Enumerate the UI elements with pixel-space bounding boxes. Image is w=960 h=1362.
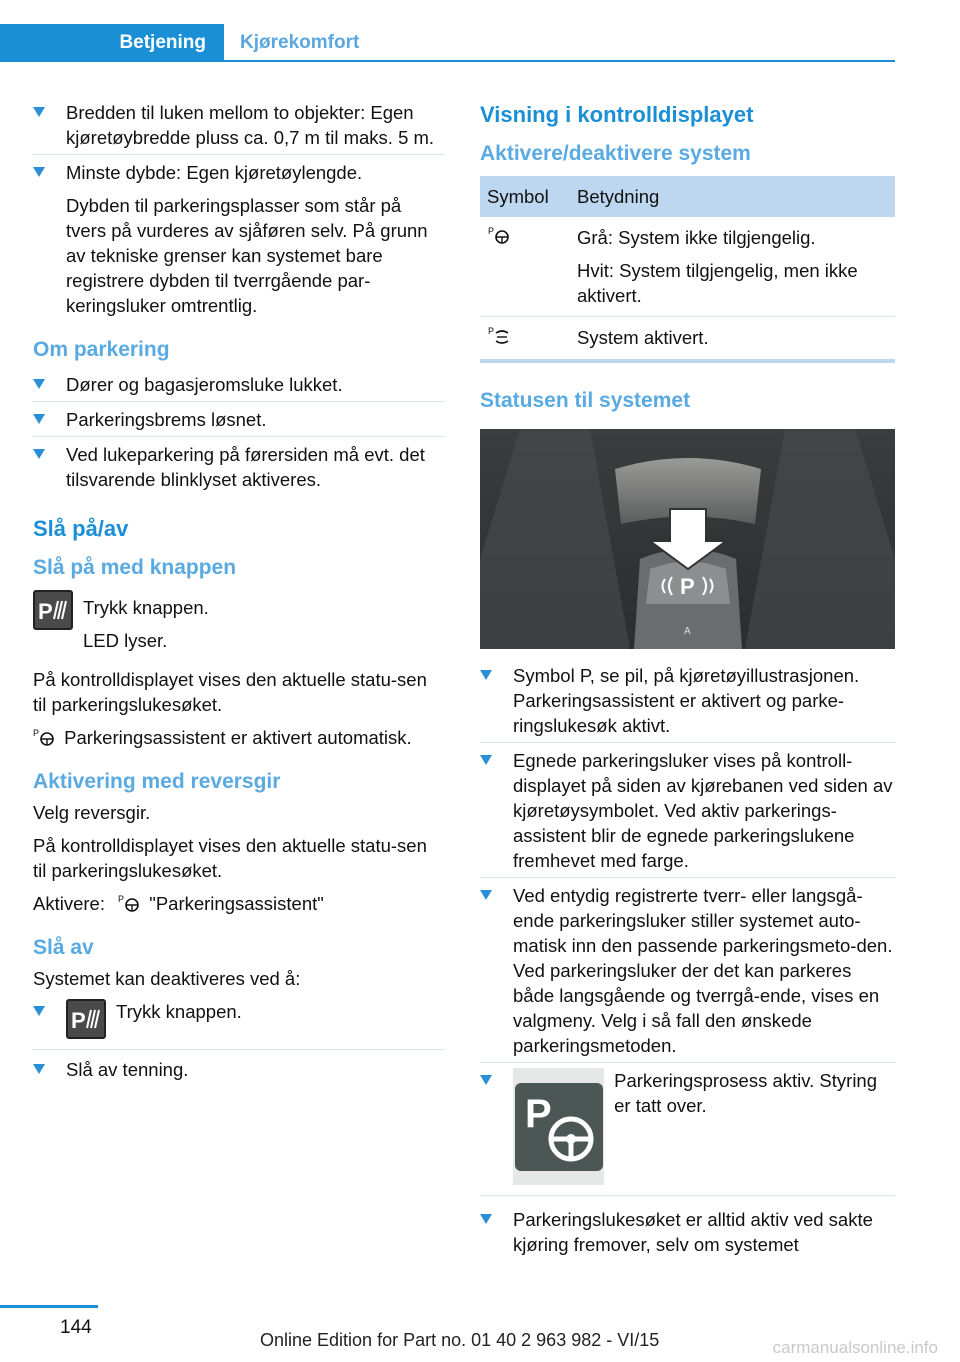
bullet-triangle-icon [33,1006,45,1016]
svg-text:P: P [38,599,53,624]
button-instruction: P Trykk knappen. LED lyser. [33,590,445,653]
bullet-triangle-icon [33,1064,45,1074]
bullet-triangle-icon [33,379,45,389]
list-item: Slå av tenning. [33,1057,445,1082]
tab-kjorekomfort[interactable]: Kjørekomfort [240,32,360,53]
list-item: Bredden til luken mellom to objekter: Egen kjøretøybredde pluss ca. 0,7 m til maks. 5 m. [33,100,445,150]
park-assist-symbol-icon [118,893,140,913]
right-column [480,100,895,1267]
list-item: P Trykk knappen. [33,999,445,1045]
svg-text:P: P [118,894,125,904]
parking-process-icon [513,1068,604,1185]
svg-text:P: P [488,226,495,236]
svg-text:P: P [680,574,695,599]
park-assist-grey-symbol-icon [487,225,511,245]
svg-text:P: P [33,728,40,738]
list-item: Parkeringsbrems løsnet. [33,407,445,432]
footer-divider [0,1305,98,1308]
heading-om-parkering: Om parkering [33,338,170,361]
bullet-triangle-icon [33,414,45,424]
header-bar [0,24,895,62]
table-row: P Grå: System ikke tilgjengelig. Hvit: System tilgjengelig, men ikke aktivert. [480,217,895,317]
list-item: Egnede parkeringsluker vises på kontroll‐displayet på siden av kjørebanen ved siden av kjøretøysymbolet. Ved aktiv parkerings‐assistent blir de egnede parkeringslukene fremhevet med farge. [480,748,895,873]
svg-text:P: P [71,1008,86,1033]
table-header-meaning: Betydning [570,176,895,217]
watermark: carmanualsonline.info [772,1338,938,1357]
heading-aktivere-deaktivere: Aktivere/deaktivere system [480,142,751,165]
bullet-triangle-icon [480,1214,492,1224]
heading-visning: Visning i kontrolldisplayet [480,102,754,127]
heading-sla-pa-av: Slå på/av [33,516,129,541]
bullet-triangle-icon [480,670,492,680]
list-item: Ved lukeparkering på førersiden må evt. det tilsvarende blinklyset aktiveres. [33,442,445,492]
bullet-triangle-icon [33,449,45,459]
bullet-triangle-icon [480,755,492,765]
svg-text:A: A [684,626,691,637]
parking-status-illustration [480,429,895,649]
tab-betjening[interactable]: Betjening [0,24,224,62]
heading-statusen: Statusen til systemet [480,389,691,412]
list-item: Symbol P, se pil, på kjøretøyillustrasjonen. Parkeringsassistent er aktivert og parke‐ringslukesøk aktivt. [480,663,895,738]
list-item: Parkeringslukesøket er alltid aktiv ved sakte kjøring fremover, selv om systemet [480,1207,895,1257]
left-column: Bredden til luken mellom to objekter: Egen kjøretøybredde pluss ca. 0,7 m til maks. 5 m. Minste dybde: Egen kjøretøylengde. Dybden til parkeringsplasser som står på tvers på vurderes av sjåføren selv. På grunn av tekniske grenser kan systemet bare registrere dybden til tverrgående par‐keringsluker omtrentlig. Om parkering Dører og bagasjeromsluke lukket. Parkeringsbrems løsnet. Ved lukeparkering på førersiden må evt. det tilsvarende blinklyset aktiveres. Slå på/av Slå på med knappen P Trykk knappen. LED lyser. På kontrolldisplayet vises den aktuelle statu‐sen til parkeringslukesøket. P Parkeringsassistent er aktivert automatisk. Aktivering med reversgir Velg reversgir. På kontrolldisplayet vises den aktuelle statu‐sen til parkeringslukesøket. Aktivere: P "Parkeringsassistent" Slå av Systemet kan deaktiveres ved å: P Trykk knappen. Slå av tenning. [33,100,445,1092]
bullet-triangle-icon [480,890,492,900]
park-assist-button-icon [33,590,73,630]
bullet-triangle-icon [33,167,45,177]
list-item: Minste dybde: Egen kjøretøylengde. Dybden til parkeringsplasser som står på tvers på vurderes av sjåføren selv. På grunn av tekniske grenser kan systemet bare registrere dybden til tverrgående par‐keringsluker omtrentlig. [33,160,445,318]
symbol-table [480,176,895,363]
list-item: Ved entydig registrerte tverr- eller langsgå‐ende parkeringsluker stiller systemet auto‐matisk inn den passende parkeringsmeto‐den. Ved parkeringsluker der det kan parkeres både langsgående og tverrgå‐ende, vises en valgmeny. Velg i så fall den ønskede parkeringsmetoden. [480,883,895,1058]
park-assist-button-icon [66,999,106,1039]
page-number: 144 [60,1317,92,1338]
park-assist-active-symbol-icon [487,325,511,345]
svg-text:P: P [524,1091,552,1136]
heading-aktivering-reversgir: Aktivering med reversgir [33,770,281,793]
list-item: P Parkeringsprosess aktiv. Styring er tatt over. [480,1068,895,1191]
heading-sla-av: Slå av [33,936,94,959]
edition-text: Online Edition for Part no. 01 40 2 963 982 - VI/15 [260,1330,660,1350]
table-header-symbol: Symbol [480,176,570,217]
bullet-triangle-icon [33,107,45,117]
heading-sla-pa-med-knappen: Slå på med knappen [33,556,237,579]
svg-text:P: P [488,326,495,336]
bullet-triangle-icon [480,1075,492,1085]
table-row: P System aktivert. [480,317,895,362]
list-item: Dører og bagasjeromsluke lukket. [33,372,445,397]
park-assist-symbol-icon [33,727,55,747]
